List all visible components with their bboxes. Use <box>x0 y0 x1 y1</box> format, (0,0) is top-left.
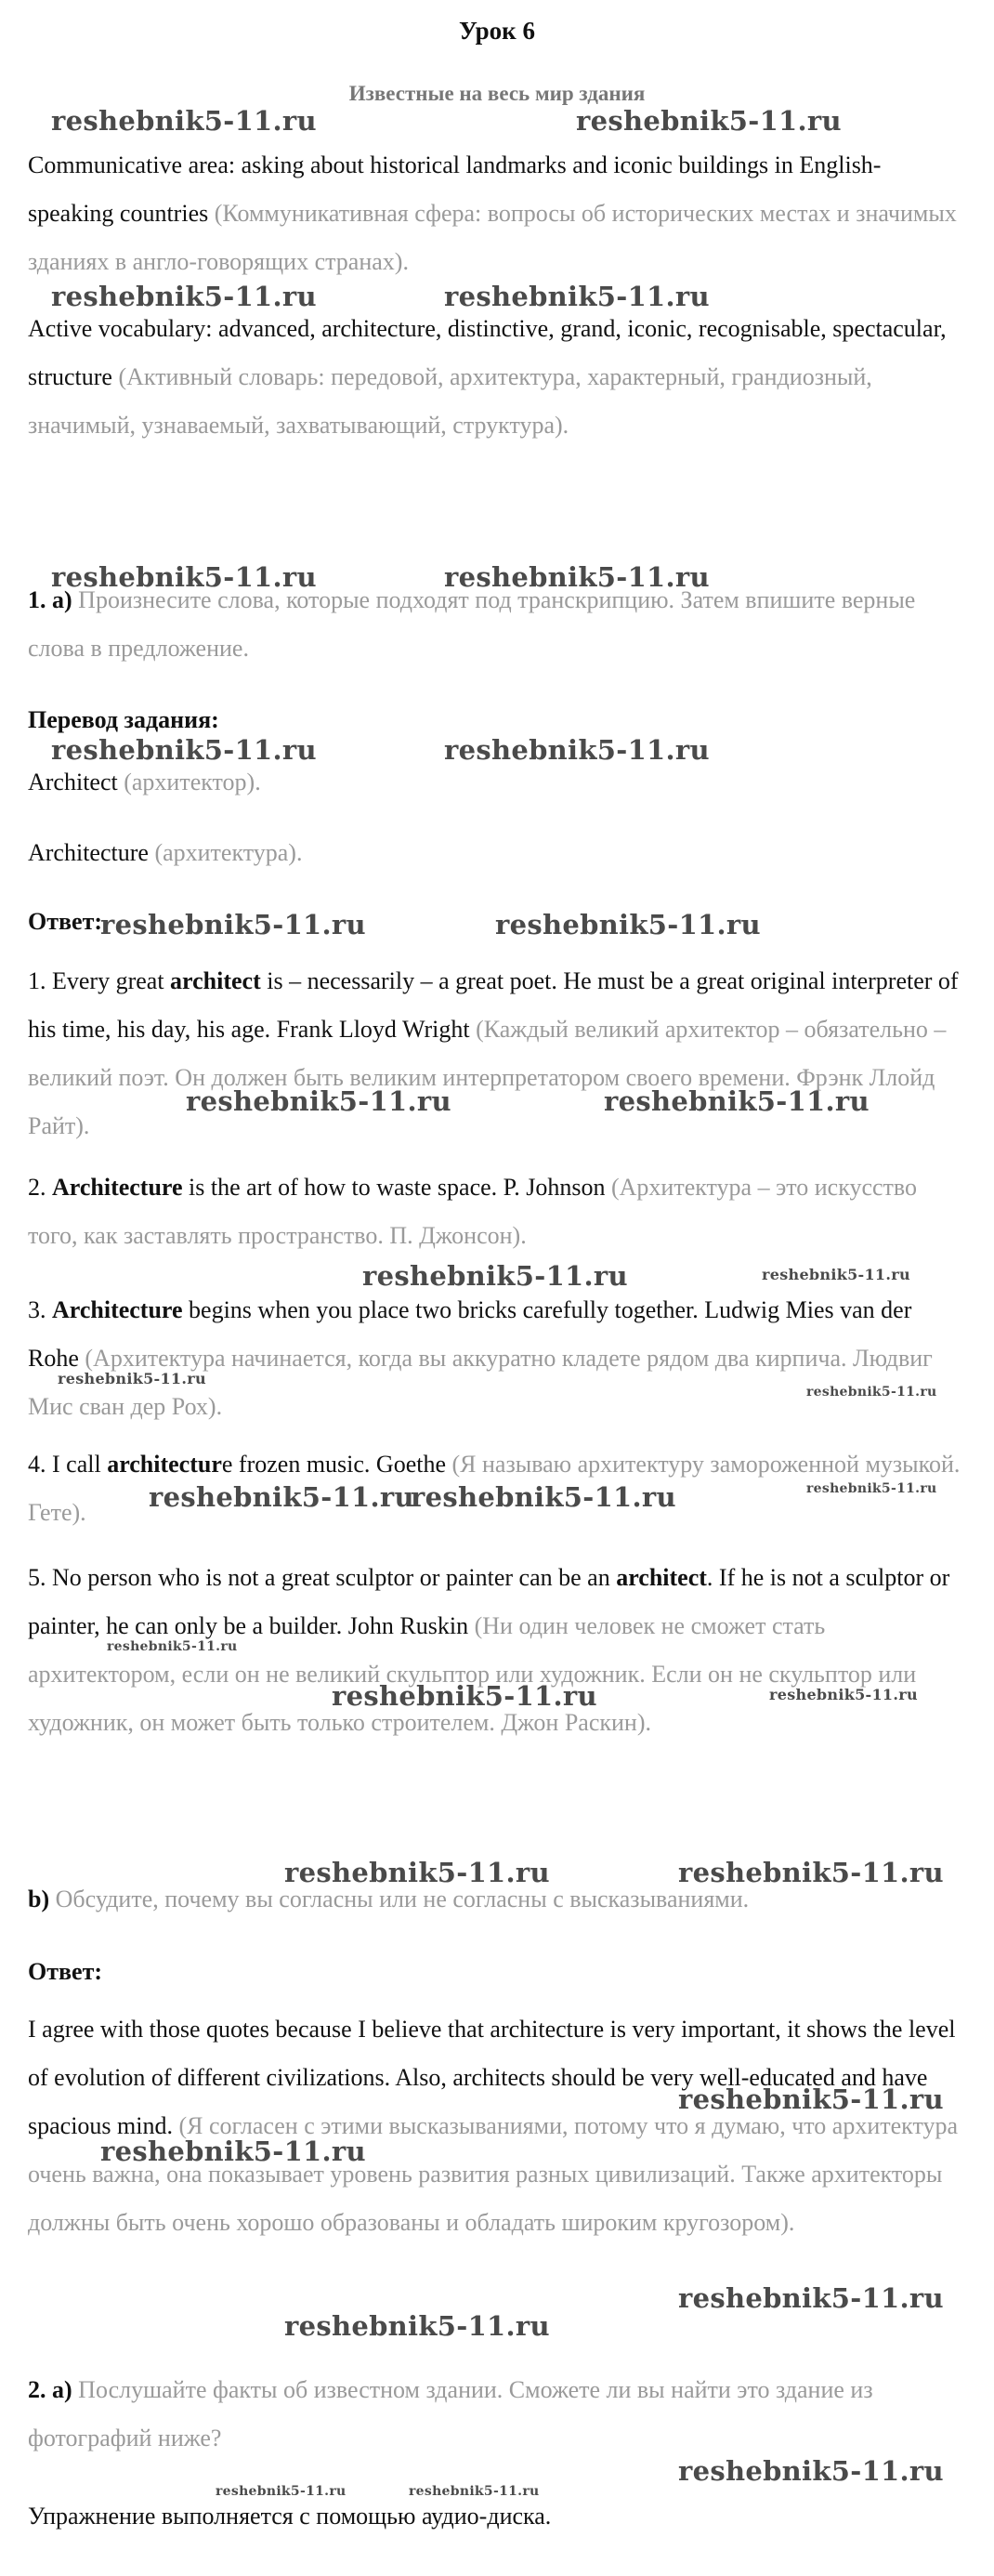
watermark: reshebnik5-11.ru <box>51 561 317 593</box>
word1-en: Architect <box>28 769 118 795</box>
answer-1-ru: (Каждый великий архитектор – обязательно – великий поэт. Он должен быть великим интерпретатором своего времени. Фрэнк Ллойд Райт). <box>28 1016 947 1139</box>
watermark: reshebnik5-11.ru <box>332 1680 597 1712</box>
watermark: reshebnik5-11.ru <box>216 2484 347 2499</box>
task1b-answer-ru: (Я согласен с этими высказываниями, потому что я думаю, что архитектура очень важна, она показывает уровень развития разных цивилизаций. Также архитекторы должны быть очень хорошо образованы и обладать широким кругозором). <box>28 2112 959 2236</box>
answer-3-keyword: Architecture <box>52 1296 183 1323</box>
task1b-answer-en: I agree with those quotes because I believe that architecture is very important, it shows the level of evolution of different civilizations. Also, architects should be very well-educated and have spacious mind. <box>28 2016 956 2139</box>
answer-5-pre: 5. No person who is not a great sculptor or painter can be an <box>28 1564 617 1591</box>
answer-item-2 <box>28 1163 966 1260</box>
answer-1-keyword: architect <box>170 967 261 994</box>
watermark: reshebnik5-11.ru <box>100 909 366 940</box>
answer-heading-1: Ответ: <box>28 908 103 935</box>
vocab-en: Active vocabulary: advanced, architecture, distinctive, grand, iconic, recognisable, spectacular, structure <box>28 315 947 390</box>
task2-note: Упражнение выполняется с помощью аудио-диска. <box>28 2503 552 2530</box>
answer-4-post: e frozen music. Goethe <box>221 1451 447 1478</box>
communicative-en: Communicative area: asking about historical landmarks and iconic buildings in English-speaking countries <box>28 151 882 227</box>
watermark: reshebnik5-11.ru <box>495 909 761 940</box>
task1-instruction-text: Произнесите слова, которые подходят под транскрипцию. Затем впишите верные слова в предложение. <box>28 586 916 662</box>
answer-3-ru: (Архитектура начинается, когда вы аккуратно кладете рядом два кирпича. Людвиг Мис сван дер Рох). <box>28 1345 933 1420</box>
answer-5-ru: (Ни один человек не сможет стать архитектором, если он не великий скульптор или художник. Если он не скульптор или художник, он может быть только строителем. Джон Раскин). <box>28 1612 917 1736</box>
watermark: reshebnik5-11.ru <box>806 1385 937 1400</box>
answer-2-ru: (Архитектура – это искусство того, как заставлять пространство. П. Джонсон). <box>28 1174 918 1249</box>
task1-label: 1. а) <box>28 586 72 613</box>
watermark: reshebnik5-11.ru <box>444 561 710 593</box>
watermark: reshebnik5-11.ru <box>769 1686 918 1703</box>
answer-item-3 <box>28 1286 966 1431</box>
watermark: reshebnik5-11.ru <box>149 1481 414 1513</box>
task1b-instruction-text: Обсудите, почему вы согласны или не согласны с высказываниями. <box>55 1886 750 1912</box>
answer-3-pre: 3. <box>28 1296 52 1323</box>
watermark: reshebnik5-11.ru <box>284 2310 550 2342</box>
watermark: reshebnik5-11.ru <box>678 2455 944 2487</box>
word-architect <box>28 764 261 801</box>
watermark: reshebnik5-11.ru <box>51 105 317 137</box>
watermark: reshebnik5-11.ru <box>444 734 710 766</box>
communicative-area <box>28 141 966 286</box>
answer-5-keyword: architect <box>616 1564 707 1591</box>
task1b-answer <box>28 2005 966 2247</box>
watermark: reshebnik5-11.ru <box>284 1857 550 1888</box>
word2-ru: (архитектура). <box>154 839 303 866</box>
watermark: reshebnik5-11.ru <box>806 1481 937 1496</box>
watermark: reshebnik5-11.ru <box>678 1857 944 1888</box>
translation-heading: Перевод задания: <box>28 706 219 733</box>
answer-4-ru: (Я называю архитектуру замороженной музыкой. Гете). <box>28 1451 961 1526</box>
vocab-ru: (Активный словарь: передовой, архитектура, характерный, грандиозный, значимый, узнаваемый, захватывающий, структура). <box>28 363 872 439</box>
word-architecture <box>28 835 302 872</box>
word2-en: Architecture <box>28 839 149 866</box>
answer-item-1 <box>28 957 966 1150</box>
watermark: reshebnik5-11.ru <box>678 2083 944 2115</box>
communicative-ru: (Коммуникативная сфера: вопросы об исторических местах и значимых зданиях в англо-говорящих странах). <box>28 200 957 275</box>
answer-1-pre: 1. Every great <box>28 967 171 994</box>
watermark: reshebnik5-11.ru <box>58 1370 206 1387</box>
task2-label: 2. а) <box>28 2376 72 2403</box>
watermark: reshebnik5-11.ru <box>604 1085 870 1117</box>
answer-2-pre: 2. <box>28 1174 52 1201</box>
answer-1-post: is – necessarily – a great poet. He must be a great original interpreter of his time, his day, his age. Frank Lloyd Wright <box>28 967 959 1043</box>
page-subtitle: Известные на весь мир здания <box>348 82 646 105</box>
answer-5-post: . If he is not a sculptor or painter, he can only be a builder. John Ruskin <box>28 1564 950 1639</box>
active-vocabulary <box>28 305 966 450</box>
watermark: reshebnik5-11.ru <box>186 1085 451 1117</box>
watermark: reshebnik5-11.ru <box>444 281 710 312</box>
task2-instruction-text: Послушайте факты об известном здании. Сможете ли вы найти это здание из фотографий ниже? <box>28 2376 873 2451</box>
watermark: reshebnik5-11.ru <box>51 281 317 312</box>
task2-instruction <box>28 2366 966 2463</box>
answer-2-post: is the art of how to waste space. P. Johnson <box>182 1174 606 1201</box>
answer-2-keyword: Architecture <box>52 1174 183 1201</box>
answer-4-keyword: architectur <box>107 1451 222 1478</box>
watermark: reshebnik5-11.ru <box>762 1266 910 1283</box>
watermark: reshebnik5-11.ru <box>51 734 317 766</box>
watermark: reshebnik5-11.ru <box>107 1639 238 1654</box>
task1b-label: b) <box>28 1886 50 1912</box>
watermark: reshebnik5-11.ru <box>362 1260 628 1292</box>
watermark: reshebnik5-11.ru <box>678 2282 944 2314</box>
answer-3-post: begins when you place two bricks carefully together. Ludwig Mies van der Rohe <box>28 1296 912 1372</box>
watermark: reshebnik5-11.ru <box>411 1481 676 1513</box>
lesson-title: Урок 6 <box>459 17 535 45</box>
answer-4-pre: 4. I call <box>28 1451 108 1478</box>
watermark: reshebnik5-11.ru <box>409 2484 540 2499</box>
answer-heading-2: Ответ: <box>28 1958 103 1985</box>
word1-ru: (архитектор). <box>124 769 261 795</box>
watermark: reshebnik5-11.ru <box>576 105 842 137</box>
watermark: reshebnik5-11.ru <box>100 2136 366 2167</box>
